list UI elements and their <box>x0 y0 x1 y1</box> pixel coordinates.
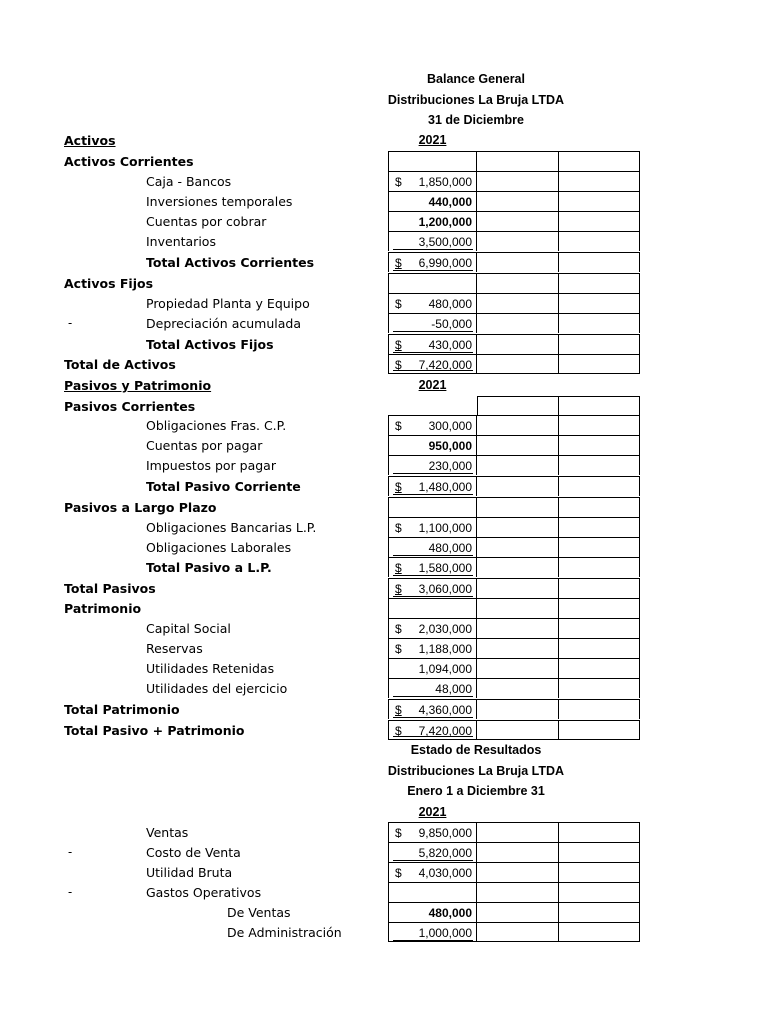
depreciacion-label: Depreciación acumulada <box>146 316 301 331</box>
total-pas-pat-row: Total Pasivo + Patrimonio $ 7,420,000 <box>0 720 768 740</box>
impuestos-row <box>0 455 768 475</box>
minus-sign: - <box>68 885 73 899</box>
balance-date: 31 de Diciembre <box>428 113 524 127</box>
resultados-year-row <box>0 802 768 822</box>
util-ej-label: Utilidades del ejercicio <box>146 681 288 696</box>
total-act-corr-value: 6,990,000 <box>418 256 472 270</box>
reservas-label: Reservas <box>146 641 203 656</box>
costo-row <box>0 842 768 862</box>
total-pas-pat-label: Total Pasivo + Patrimonio <box>64 723 245 738</box>
resultados-period: Enero 1 a Diciembre 31 <box>407 784 545 798</box>
balance-title: Balance General <box>427 72 525 86</box>
pasivos-lp-label: Pasivos a Largo Plazo <box>64 500 217 515</box>
costo-label: Costo de Venta <box>146 845 241 860</box>
activos-corrientes-row <box>0 151 768 171</box>
caja-label: Caja - Bancos <box>146 174 232 189</box>
pasivos-lp-row <box>0 497 768 517</box>
ppe-row: Propiedad Planta y Equipo $ 480,000 <box>0 293 768 313</box>
oblig-banc-row: Obligaciones Bancarias L.P. $ 1,100,000 <box>0 517 768 537</box>
impuestos-label: Impuestos por pagar <box>146 458 276 473</box>
gastos-row <box>0 882 768 902</box>
inventarios-value: 3,500,000 <box>418 235 472 249</box>
utilidad-bruta-value: 4,030,000 <box>418 866 472 880</box>
ppe-label: Propiedad Planta y Equipo <box>146 296 310 311</box>
impuestos-value: 230,000 <box>428 459 472 473</box>
cuentas-cobrar-value: 1,200,000 <box>418 215 472 229</box>
oblig-lab-label: Obligaciones Laborales <box>146 540 292 555</box>
total-patrimonio-row: Total Patrimonio $ 4,360,000 <box>0 699 768 719</box>
total-activos-row: Total de Activos $ 7,420,000 <box>0 354 768 374</box>
activos-corrientes-label: Activos Corrientes <box>64 154 194 169</box>
inversiones-row <box>0 191 768 211</box>
balance-year: 2021 <box>418 133 447 147</box>
inventarios-row <box>0 231 768 251</box>
total-act-fijos-row: Total Activos Fijos $ 430,000 <box>0 334 768 354</box>
total-activos-value: 7,420,000 <box>418 358 472 372</box>
cuentas-pagar-value: 950,000 <box>428 439 472 453</box>
de-ventas-value: 480,000 <box>428 906 472 920</box>
oblig-lab-row <box>0 537 768 557</box>
gastos-label: Gastos Operativos <box>146 885 262 900</box>
de-admin-value: 1,000,000 <box>418 926 472 940</box>
total-act-corr-label: Total Activos Corrientes <box>146 255 315 270</box>
patrimonio-label: Patrimonio <box>64 601 142 616</box>
utilidad-bruta-label: Utilidad Bruta <box>146 865 233 880</box>
total-act-corr-row: Total Activos Corrientes $ 6,990,000 <box>0 252 768 272</box>
activos-header-row <box>0 130 768 150</box>
total-pas-corr-value: 1,480,000 <box>418 480 472 494</box>
oblig-banc-value: 1,100,000 <box>418 521 472 535</box>
pasivos-header-row <box>0 375 768 395</box>
inventarios-label: Inventarios <box>146 234 216 249</box>
reservas-value: 1,188,000 <box>418 642 472 656</box>
ventas-label: Ventas <box>146 825 189 840</box>
total-pasivos-label: Total Pasivos <box>64 581 156 596</box>
de-ventas-row <box>0 902 768 922</box>
total-pas-corr-row: Total Pasivo Corriente $ 1,480,000 <box>0 476 768 496</box>
total-patrimonio-value: 4,360,000 <box>418 703 472 717</box>
total-act-fijos-value: 430,000 <box>428 338 472 352</box>
util-ret-label: Utilidades Retenidas <box>146 661 275 676</box>
depreciacion-row <box>0 313 768 333</box>
costo-value: 5,820,000 <box>418 846 472 860</box>
cuentas-cobrar-row <box>0 211 768 231</box>
oblig-fras-row: Obligaciones Fras. C.P. $ 300,000 <box>0 415 768 435</box>
total-activos-label: Total de Activos <box>64 357 176 372</box>
depreciacion-value: -50,000 <box>431 317 472 331</box>
activos-fijos-row <box>0 273 768 293</box>
cuentas-pagar-row <box>0 435 768 455</box>
total-pas-pat-value: 7,420,000 <box>418 724 472 738</box>
ventas-row: Ventas $ 9,850,000 <box>0 822 768 842</box>
capital-label: Capital Social <box>146 621 231 636</box>
util-ret-value: 1,094,000 <box>418 662 472 676</box>
total-act-fijos-label: Total Activos Fijos <box>146 337 274 352</box>
balance-company: Distribuciones La Bruja LTDA <box>387 93 565 107</box>
utilidad-bruta-row: Utilidad Bruta $ 4,030,000 <box>0 862 768 882</box>
pasivos-corrientes-row <box>0 396 768 416</box>
de-ventas-label: De Ventas <box>227 905 291 920</box>
caja-value: 1,850,000 <box>418 175 472 189</box>
total-pas-lp-value: 1,580,000 <box>418 561 472 575</box>
total-pas-corr-label: Total Pasivo Corriente <box>146 479 301 494</box>
capital-value: 2,030,000 <box>418 622 472 636</box>
minus-sign: - <box>68 845 73 859</box>
inversiones-label: Inversiones temporales <box>146 194 293 209</box>
de-admin-label: De Administración <box>227 925 342 940</box>
oblig-fras-label: Obligaciones Fras. C.P. <box>146 418 287 433</box>
resultados-year: 2021 <box>418 805 447 819</box>
activos-header: Activos <box>64 133 116 148</box>
oblig-lab-value: 480,000 <box>428 541 472 555</box>
pasivos-corrientes-label: Pasivos Corrientes <box>64 399 196 414</box>
total-pasivos-value: 3,060,000 <box>418 582 472 596</box>
total-pasivos-row: Total Pasivos $ 3,060,000 <box>0 578 768 598</box>
ventas-value: 9,850,000 <box>418 826 472 840</box>
total-patrimonio-label: Total Patrimonio <box>64 702 180 717</box>
patrimonio-row <box>0 598 768 618</box>
cuentas-cobrar-label: Cuentas por cobrar <box>146 214 267 229</box>
util-ret-row <box>0 658 768 678</box>
total-pas-lp-row: Total Pasivo a L.P. $ 1,580,000 <box>0 557 768 577</box>
balance-year-2: 2021 <box>418 378 447 392</box>
ppe-value: 480,000 <box>428 297 472 311</box>
util-ej-value: 48,000 <box>435 682 472 696</box>
capital-row: Capital Social $ 2,030,000 <box>0 618 768 638</box>
resultados-company: Distribuciones La Bruja LTDA <box>387 764 565 778</box>
activos-fijos-label: Activos Fijos <box>64 276 154 291</box>
oblig-fras-value: 300,000 <box>428 419 472 433</box>
de-admin-row <box>0 922 768 942</box>
oblig-banc-label: Obligaciones Bancarias L.P. <box>146 520 317 535</box>
util-ej-row <box>0 678 768 698</box>
caja-row: Caja - Bancos $ 1,850,000 <box>0 171 768 191</box>
total-pas-lp-label: Total Pasivo a L.P. <box>146 560 272 575</box>
pasivos-header: Pasivos y Patrimonio <box>64 378 212 393</box>
resultados-title: Estado de Resultados <box>410 743 542 757</box>
inversiones-value: 440,000 <box>428 195 472 209</box>
reservas-row: Reservas $ 1,188,000 <box>0 638 768 658</box>
minus-sign: - <box>68 316 73 330</box>
cuentas-pagar-label: Cuentas por pagar <box>146 438 263 453</box>
